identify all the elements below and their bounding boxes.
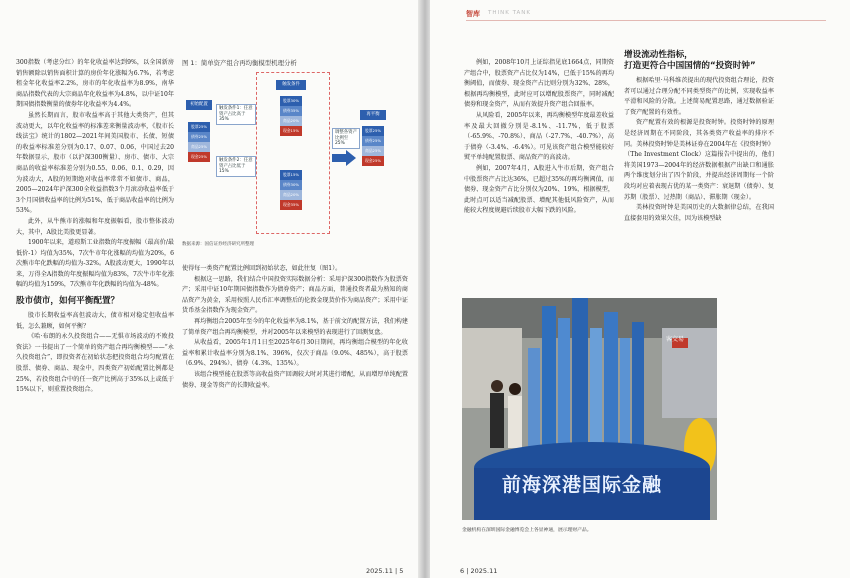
paragraph: 300指数（考虑分红）的年化收益率达到9%，以全国新房销售额除以销售面积计算的房价年化涨幅为6.7%，若考虑租金年化收益率2.2%，房市的年化收益率为8.9%，南华商品指数代表的大宗商品年化收益率为4.8%，以中证10年期国债指数衡量的债券年化收益率为4.4%。 bbox=[16, 59, 174, 109]
segment: 商品25% bbox=[188, 142, 210, 152]
segment: 股票15% bbox=[280, 170, 302, 180]
left-page bbox=[0, 0, 420, 578]
section-brand: 智库 bbox=[466, 10, 480, 18]
paragraph: 从风险看，2005年以来，再均衡模型年度最差收益率及最大回撤分别是-8.1%、-11.7%，低于股票（-65.9%、-70.8%）、商品（-27.7%、-40.7%），高于债券（-3.4%、-6.4%）。可见该资产组合模型能较好熨平单纯配置股票、商品资产的高波动。 bbox=[464, 111, 614, 162]
right-column-2 bbox=[624, 50, 774, 224]
booth-sign: 客交易 bbox=[666, 336, 685, 343]
condition-2: 触发条件2：任意资产占比低于15% bbox=[216, 156, 256, 177]
segment: 股票25% bbox=[362, 126, 384, 136]
section-brand-en: THINK TANK bbox=[488, 10, 532, 16]
segment: 债券25% bbox=[362, 136, 384, 146]
paragraph: 此外，从牛熊市的涨幅和年度振幅看，股市整体波动大，其中，A股比美股更显著。 bbox=[16, 217, 174, 236]
rebalance-figure bbox=[182, 58, 414, 258]
final-stack bbox=[362, 126, 384, 166]
paragraph: 《哈·布朗的永久投资组合——无惧市场波动的不败投资法》一书提出了一个简单的资产组合再均衡模型——“永久投资组合”，即投资者在初始状态把投资组合均匀配置在股票、债券、商品、现金中，四类资产初始配置比例都是25%，若投资组合中的任一资产比例高于35%以上或低于15%以下，则重置投资组合。 bbox=[16, 333, 174, 394]
paragraph: 资产配置有效的根源是投资时钟。投资时钟的原理是经济周期在不同阶段，其各类资产收益率的排序不同。美林投资时钟是美林证券在2004年在《投资时钟》（The Investment Clock）这篇报告中提出的，他们将美国1973—2004年的经济数据根据产出缺口和通胀两个维度划分出了四个阶段，并提出经济周期每一个阶段均对应着表现占优的某一类资产：衰退期（债券）、复苏期（股票）、过热期（商品）、滞胀期（现金）。 bbox=[624, 119, 774, 201]
rebalance-label: 再平衡 bbox=[360, 110, 386, 120]
reset-label: 调整各资产比例至25% bbox=[332, 128, 360, 149]
top-stack bbox=[280, 96, 302, 136]
trigger-label: 触发条件 bbox=[276, 80, 306, 90]
segment: 商品20% bbox=[280, 190, 302, 200]
paragraph: 根据哈里·马科维茨提出的现代投资组合理论，投资者可以通过合理分配不同类型资产的比例，实现收益率平滑和风险的分散。上述简易配置思路，通过数据验证了资产配置的有效性。 bbox=[624, 77, 774, 116]
paragraph: 例如，2008年10月上证综指见底1664点，同期资产组合中，股票资产占比仅为14%，已低于15%的再均衡阈值，而债券、现金资产占比则分别为32%、28%，根据再均衡模型，此时应可以增配股票资产，同时减配债券和现金资产，从而有效提升资产组合回报率。 bbox=[464, 59, 614, 109]
paragraph: 美林投资时钟是美国历史的大数据律总结，在我国直接套用的效果欠佳，因为该模型缺 bbox=[624, 204, 774, 222]
segment: 商品25% bbox=[362, 146, 384, 156]
paragraph: 从收益看，2005年1月1日至2025年6月30日期间，再均衡组合模型的年化收益率和累计收益率分别为8.1%、396%，仅次于商品（9.0%、485%），高于股票（6.9%、294%）、债券（4.3%、135%）。 bbox=[182, 339, 408, 368]
left-column-1 bbox=[16, 58, 174, 396]
paragraph: 使得每一类资产配置比例回到初始状态，如此往复（图1）。 bbox=[182, 265, 342, 272]
right-page bbox=[430, 0, 850, 578]
section-heading: 打造更符合中国国情的“投资时钟” bbox=[624, 61, 756, 71]
figure-source: 数据来源：国信证券经济研究所整理 bbox=[182, 242, 254, 247]
condition-1: 触发条件1：任意资产占比高于35% bbox=[216, 104, 256, 125]
paragraph: 例如，2007年4月，A股进入牛市后期，资产组合中股票资产占比达36%，已超过35%的再均衡阈值，而债券、现金资产占比分别仅为20%、19%，根据模型，此时点可以适当减配股票、增配其他低风险资产，从而能较大程度规避后续股市大幅下跌的风险。 bbox=[464, 164, 614, 215]
paragraph: 该组合模型能在股票等高收益资产回调较大时对其进行增配，从而增厚单纯配置债券、现金等资产的长期收益率。 bbox=[182, 370, 408, 389]
segment: 债券30% bbox=[280, 180, 302, 190]
segment: 现金25% bbox=[362, 156, 384, 166]
figure-title: 图 1：简单资产组合再均衡模型机理分析 bbox=[182, 59, 297, 67]
expo-photo bbox=[462, 298, 717, 520]
segment: 现金35% bbox=[280, 200, 302, 210]
page-number: 2025.11 | 5 bbox=[366, 567, 404, 575]
page-number: 6 | 2025.11 bbox=[460, 567, 498, 575]
right-column-1 bbox=[464, 58, 614, 217]
segment: 现金25% bbox=[188, 152, 210, 162]
paragraph: 股市长期收益率高但波动大，债市相对稳定但收益率低，怎么兼顾，如何平衡？ bbox=[16, 312, 174, 330]
segment: 债券25% bbox=[188, 132, 210, 142]
segment: 债券35% bbox=[280, 106, 302, 116]
paragraph: 再均衡组合2005年至今的年化收益率为8.1%，基于前文的配置方法，我们构建了简单资产组合再均衡模型，并对2005年以来模型的表现进行了回测复盘。 bbox=[182, 317, 408, 336]
left-column-2 bbox=[182, 264, 408, 391]
header-rule bbox=[466, 20, 826, 21]
photo-caption: 金融机构在深圳国际金融博览会上各显神通，展示理财产品。 bbox=[462, 528, 592, 533]
segment: 股票30% bbox=[280, 96, 302, 106]
section-heading: 股市债市，如何平衡配置？ bbox=[16, 296, 120, 307]
bottom-stack bbox=[280, 170, 302, 210]
paragraph: 虽然长期而言，股市收益率高于其他大类资产，但其波动更大，以年化收益率的标准差来衡量波动率，《股市长线法宝》统计的1802—2021年间美国股市、长债、短债的收益率标准差分别为0.17、0.07、0.06，中国过去20年数据显示，股市（以沪深300衡量）、房市、债市、大宗商品的收益率标准差分别为0.55、0.06、0.1、0.29，因为波动大，A股的短期绝对收益率常常不如债市、商品，2005—2024年沪深300全收益指数3个月滚动收益率低于3个月国债收益率的比例为51%，低于商品收益率的比例为53%。 bbox=[16, 111, 174, 215]
arrow-right-icon bbox=[332, 150, 356, 166]
initial-label: 初始配置 bbox=[186, 100, 212, 110]
segment: 商品20% bbox=[280, 116, 302, 126]
initial-stack bbox=[188, 122, 210, 162]
segment: 现金15% bbox=[280, 126, 302, 136]
expo-sign: 前海深港国际金融 bbox=[502, 474, 663, 496]
paragraph: 1900年以来，道琼斯工业指数的年度振幅（最高价/最低价-1）均值为35%，7次牛市年化涨幅的均值为20%，6次熊市年化跌幅的均值为-32%。A股波动更大，1990年以来，万得全A指数的年度振幅均值为83%，7次牛市年化涨幅的均值为159%，7次熊市年化跌幅的均值为-48%。 bbox=[16, 239, 174, 289]
segment: 股票25% bbox=[188, 122, 210, 132]
paragraph: 根据这一思路，我们结合中国投资实际数据分析：采用沪深300指数作为股票资产；采用中证10年期国债指数作为债券资产；商品方面，普通投资者最为熟知的商品资产为黄金，采用按照人民币汇率调整后的伦敦金现货价作为商品资产；采用中证货币基金指数作为现金资产。 bbox=[182, 275, 408, 315]
section-heading: 增设流动性指标， bbox=[624, 50, 693, 60]
